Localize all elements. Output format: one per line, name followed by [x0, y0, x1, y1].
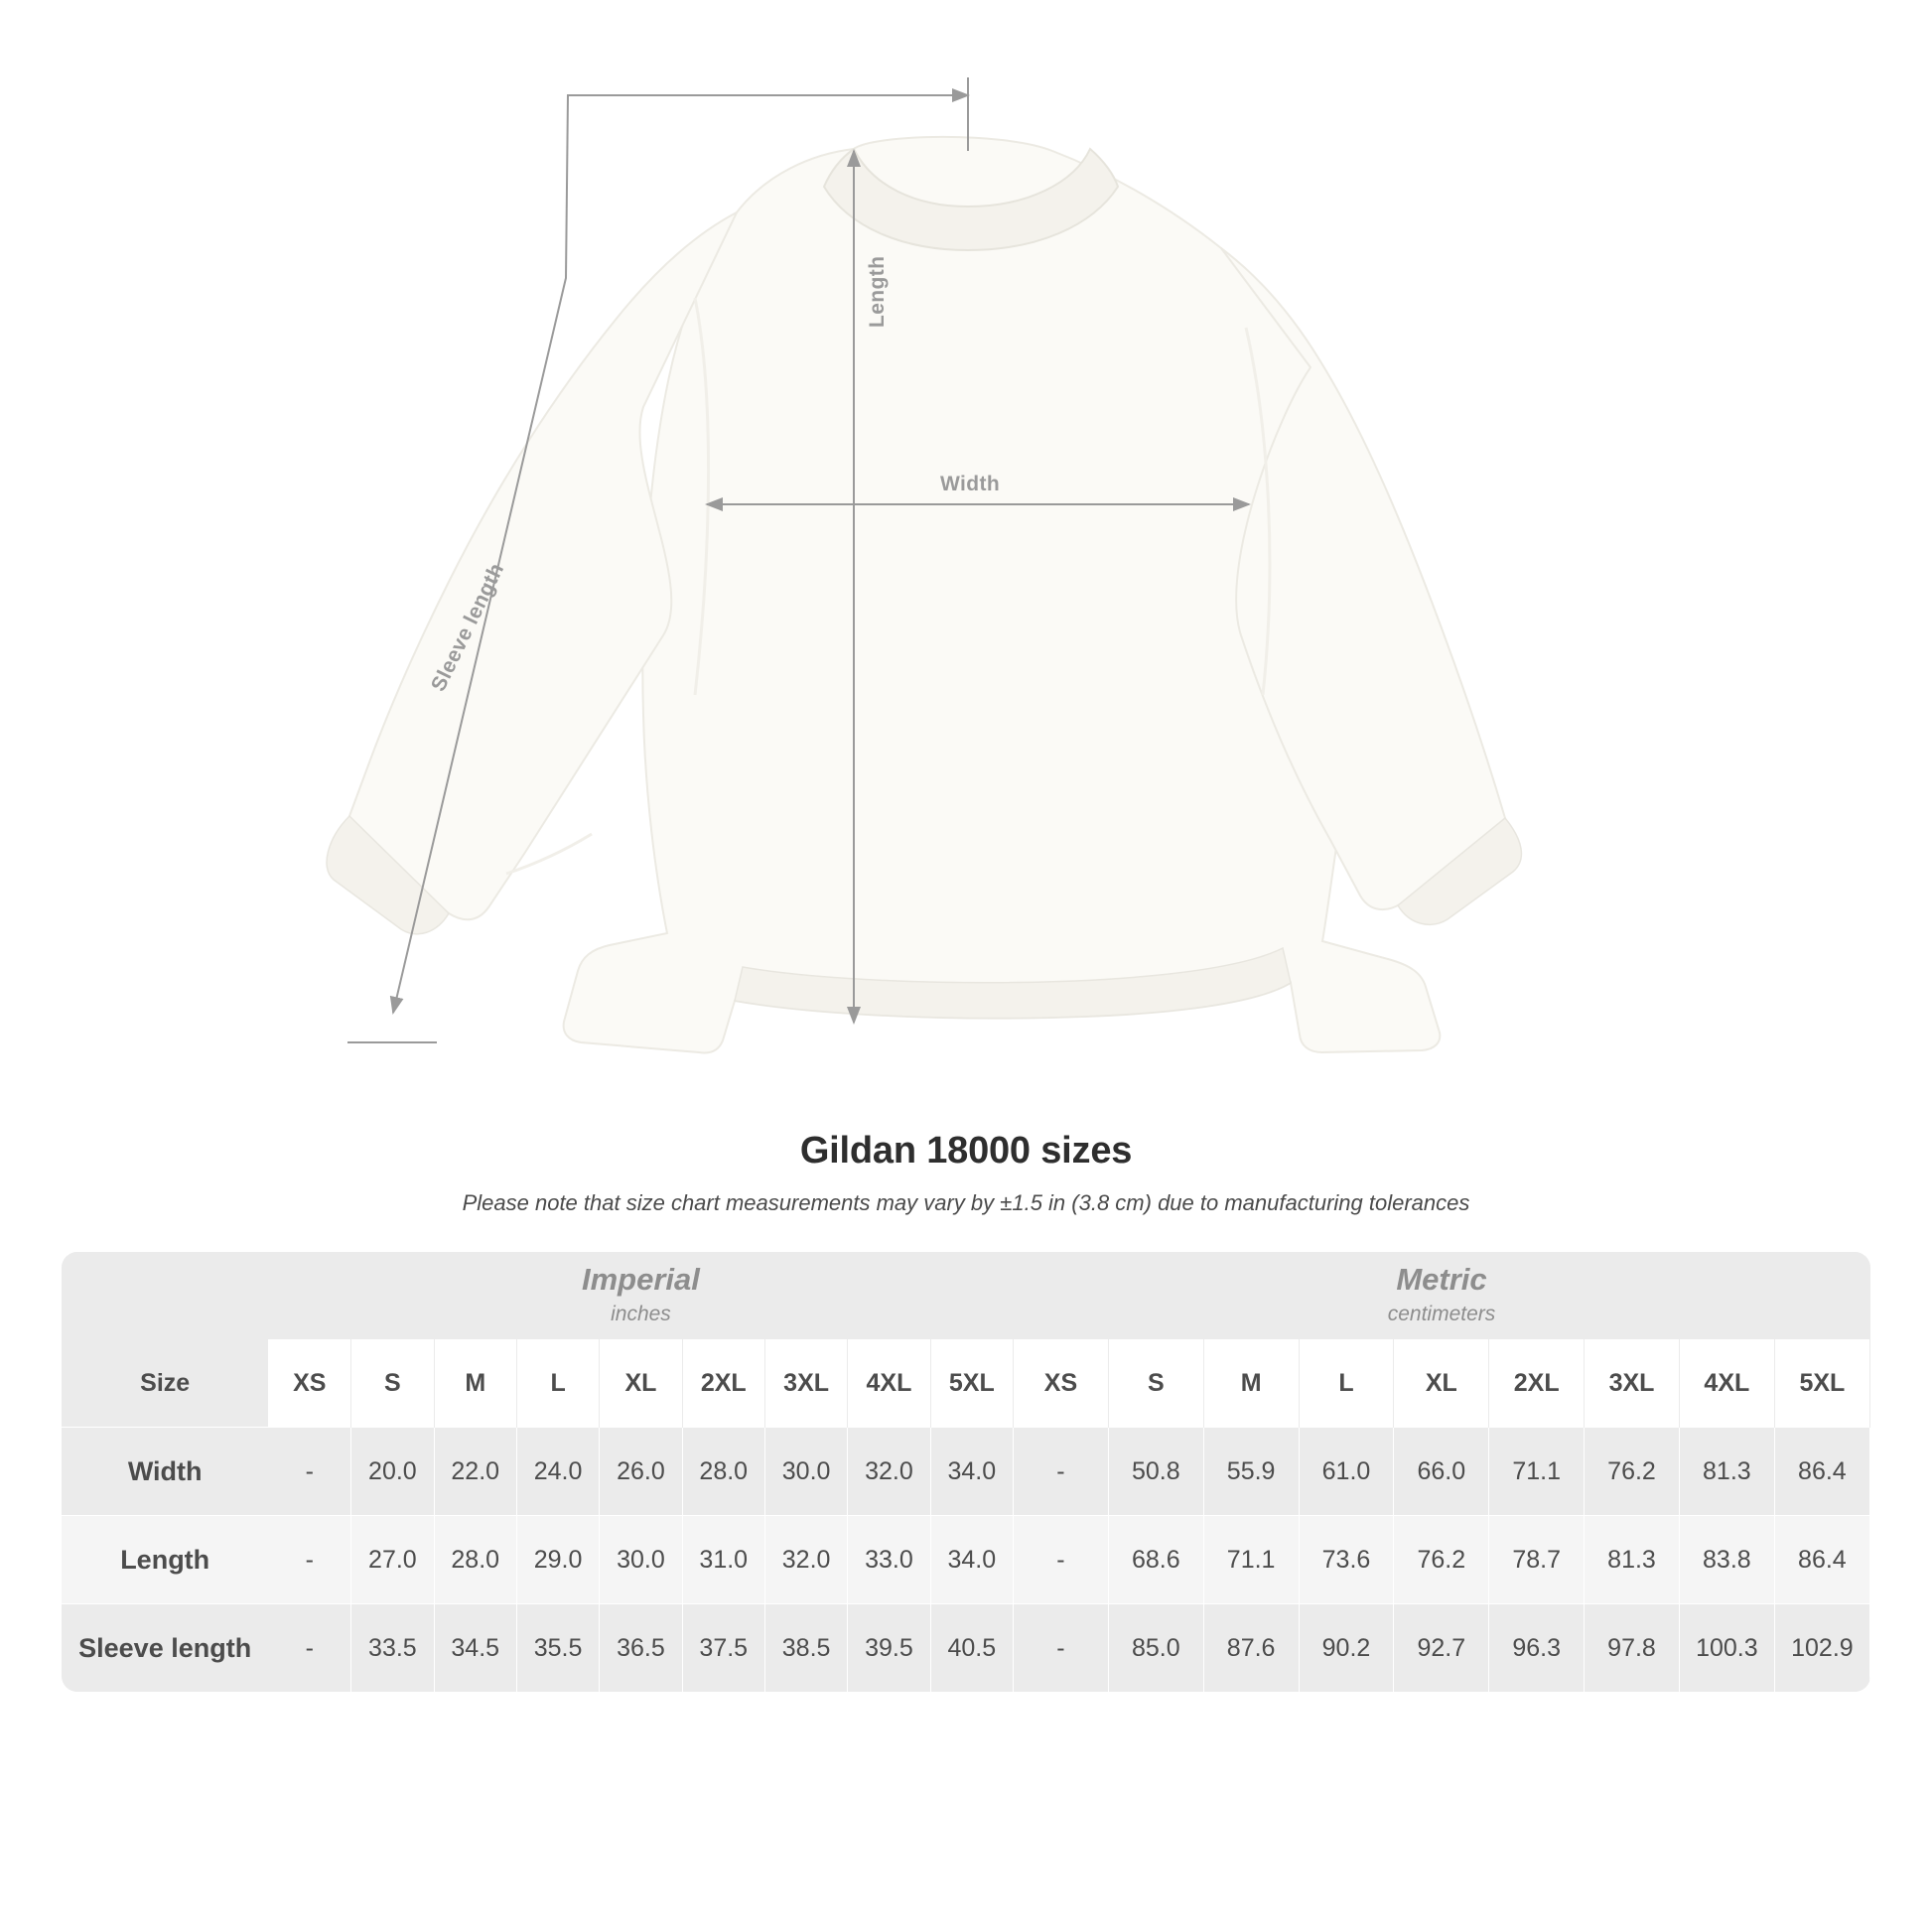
width-label: Width — [940, 473, 1001, 495]
cell-width-imperial-s: 20.0 — [351, 1428, 434, 1516]
cell-width-imperial-2xl: 28.0 — [682, 1428, 764, 1516]
cell-sleeve-length-imperial-5xl: 40.5 — [930, 1604, 1013, 1693]
size-header-imperial-s: S — [351, 1339, 434, 1428]
size-header-cell: Size — [62, 1339, 268, 1428]
cell-width-imperial-4xl: 32.0 — [848, 1428, 930, 1516]
row-label-width: Width — [62, 1428, 268, 1516]
size-header-imperial-4xl: 4XL — [848, 1339, 930, 1428]
size-header-metric-m: M — [1203, 1339, 1299, 1428]
unit-name: Imperial — [582, 1261, 700, 1297]
cell-width-metric-m: 55.9 — [1203, 1428, 1299, 1516]
unit-name: Metric — [1396, 1261, 1487, 1297]
cell-length-imperial-xs: - — [268, 1516, 350, 1604]
cell-width-imperial-l: 24.0 — [516, 1428, 599, 1516]
cell-width-metric-2xl: 71.1 — [1489, 1428, 1585, 1516]
cell-length-metric-3xl: 81.3 — [1585, 1516, 1680, 1604]
cell-width-metric-xl: 66.0 — [1394, 1428, 1489, 1516]
cell-length-metric-xs: - — [1014, 1516, 1109, 1604]
cell-width-metric-4xl: 81.3 — [1679, 1428, 1774, 1516]
size-header-metric-5xl: 5XL — [1774, 1339, 1869, 1428]
size-header-imperial-2xl: 2XL — [682, 1339, 764, 1428]
cell-sleeve-length-metric-3xl: 97.8 — [1585, 1604, 1680, 1693]
unit-subtitle: inches — [611, 1302, 671, 1325]
size-header-metric-4xl: 4XL — [1679, 1339, 1774, 1428]
unit-header-row — [62, 1252, 1870, 1339]
table-row — [62, 1516, 1870, 1604]
cell-sleeve-length-imperial-2xl: 37.5 — [682, 1604, 764, 1693]
unit-header-metric — [1014, 1252, 1870, 1339]
cell-sleeve-length-metric-2xl: 96.3 — [1489, 1604, 1585, 1693]
cell-width-imperial-xs: - — [268, 1428, 350, 1516]
cell-width-imperial-xl: 26.0 — [600, 1428, 682, 1516]
cell-width-metric-xs: - — [1014, 1428, 1109, 1516]
cell-sleeve-length-imperial-3xl: 38.5 — [764, 1604, 847, 1693]
size-header-metric-xs: XS — [1014, 1339, 1109, 1428]
cell-length-imperial-3xl: 32.0 — [764, 1516, 847, 1604]
cell-width-metric-3xl: 76.2 — [1585, 1428, 1680, 1516]
cell-length-metric-l: 73.6 — [1299, 1516, 1394, 1604]
cell-width-metric-5xl: 86.4 — [1774, 1428, 1869, 1516]
size-header-imperial-m: M — [434, 1339, 516, 1428]
row-label-length: Length — [62, 1516, 268, 1604]
cell-width-imperial-5xl: 34.0 — [930, 1428, 1013, 1516]
cell-width-metric-s: 50.8 — [1108, 1428, 1203, 1516]
cell-length-imperial-2xl: 31.0 — [682, 1516, 764, 1604]
cell-length-metric-5xl: 86.4 — [1774, 1516, 1869, 1604]
cell-sleeve-length-imperial-s: 33.5 — [351, 1604, 434, 1693]
size-header-imperial-l: L — [516, 1339, 599, 1428]
cell-sleeve-length-metric-xs: - — [1014, 1604, 1109, 1693]
cell-sleeve-length-metric-s: 85.0 — [1108, 1604, 1203, 1693]
cell-length-imperial-xl: 30.0 — [600, 1516, 682, 1604]
title-block — [0, 1130, 1932, 1216]
size-header-imperial-5xl: 5XL — [930, 1339, 1013, 1428]
size-header-metric-2xl: 2XL — [1489, 1339, 1585, 1428]
size-header-metric-xl: XL — [1394, 1339, 1489, 1428]
size-header-metric-3xl: 3XL — [1585, 1339, 1680, 1428]
size-table-container — [62, 1252, 1870, 1692]
cell-length-metric-xl: 76.2 — [1394, 1516, 1489, 1604]
cell-length-imperial-4xl: 33.0 — [848, 1516, 930, 1604]
table-row — [62, 1604, 1870, 1693]
size-header-metric-l: L — [1299, 1339, 1394, 1428]
unit-subtitle: centimeters — [1387, 1302, 1496, 1325]
cell-length-imperial-m: 28.0 — [434, 1516, 516, 1604]
cell-length-metric-m: 71.1 — [1203, 1516, 1299, 1604]
unit-header-imperial — [268, 1252, 1013, 1339]
size-header-metric-s: S — [1108, 1339, 1203, 1428]
cell-length-imperial-5xl: 34.0 — [930, 1516, 1013, 1604]
cell-sleeve-length-imperial-m: 34.5 — [434, 1604, 516, 1693]
unit-header-spacer — [62, 1252, 268, 1339]
cell-length-metric-2xl: 78.7 — [1489, 1516, 1585, 1604]
tolerance-note: Please note that size chart measurements may vary by ±1.5 in (3.8 cm) due to manufacturing tolerances — [462, 1190, 1470, 1215]
cell-sleeve-length-metric-m: 87.6 — [1203, 1604, 1299, 1693]
cell-sleeve-length-metric-4xl: 100.3 — [1679, 1604, 1774, 1693]
size-header-row — [62, 1339, 1870, 1428]
cell-sleeve-length-metric-l: 90.2 — [1299, 1604, 1394, 1693]
row-label-sleeve-length: Sleeve length — [62, 1604, 268, 1693]
cell-sleeve-length-imperial-l: 35.5 — [516, 1604, 599, 1693]
cell-length-metric-4xl: 83.8 — [1679, 1516, 1774, 1604]
cell-width-imperial-3xl: 30.0 — [764, 1428, 847, 1516]
table-row — [62, 1428, 1870, 1516]
cell-length-metric-s: 68.6 — [1108, 1516, 1203, 1604]
cell-length-imperial-l: 29.0 — [516, 1516, 599, 1604]
cell-sleeve-length-imperial-xl: 36.5 — [600, 1604, 682, 1693]
size-header-imperial-3xl: 3XL — [764, 1339, 847, 1428]
length-label: Length — [866, 255, 889, 328]
page-title: Gildan 18000 sizes — [799, 1130, 1133, 1172]
size-header-imperial-xl: XL — [600, 1339, 682, 1428]
size-table — [62, 1252, 1870, 1692]
cell-sleeve-length-imperial-xs: - — [268, 1604, 350, 1693]
cell-sleeve-length-metric-5xl: 102.9 — [1774, 1604, 1869, 1693]
sweatshirt-body-shape — [327, 137, 1521, 1053]
sleeve-length-label: Sleeve length — [427, 559, 509, 696]
cell-sleeve-length-imperial-4xl: 39.5 — [848, 1604, 930, 1693]
size-header-imperial-xs: XS — [268, 1339, 350, 1428]
cell-sleeve-length-metric-xl: 92.7 — [1394, 1604, 1489, 1693]
cell-width-imperial-m: 22.0 — [434, 1428, 516, 1516]
cell-width-metric-l: 61.0 — [1299, 1428, 1394, 1516]
cell-length-imperial-s: 27.0 — [351, 1516, 434, 1604]
